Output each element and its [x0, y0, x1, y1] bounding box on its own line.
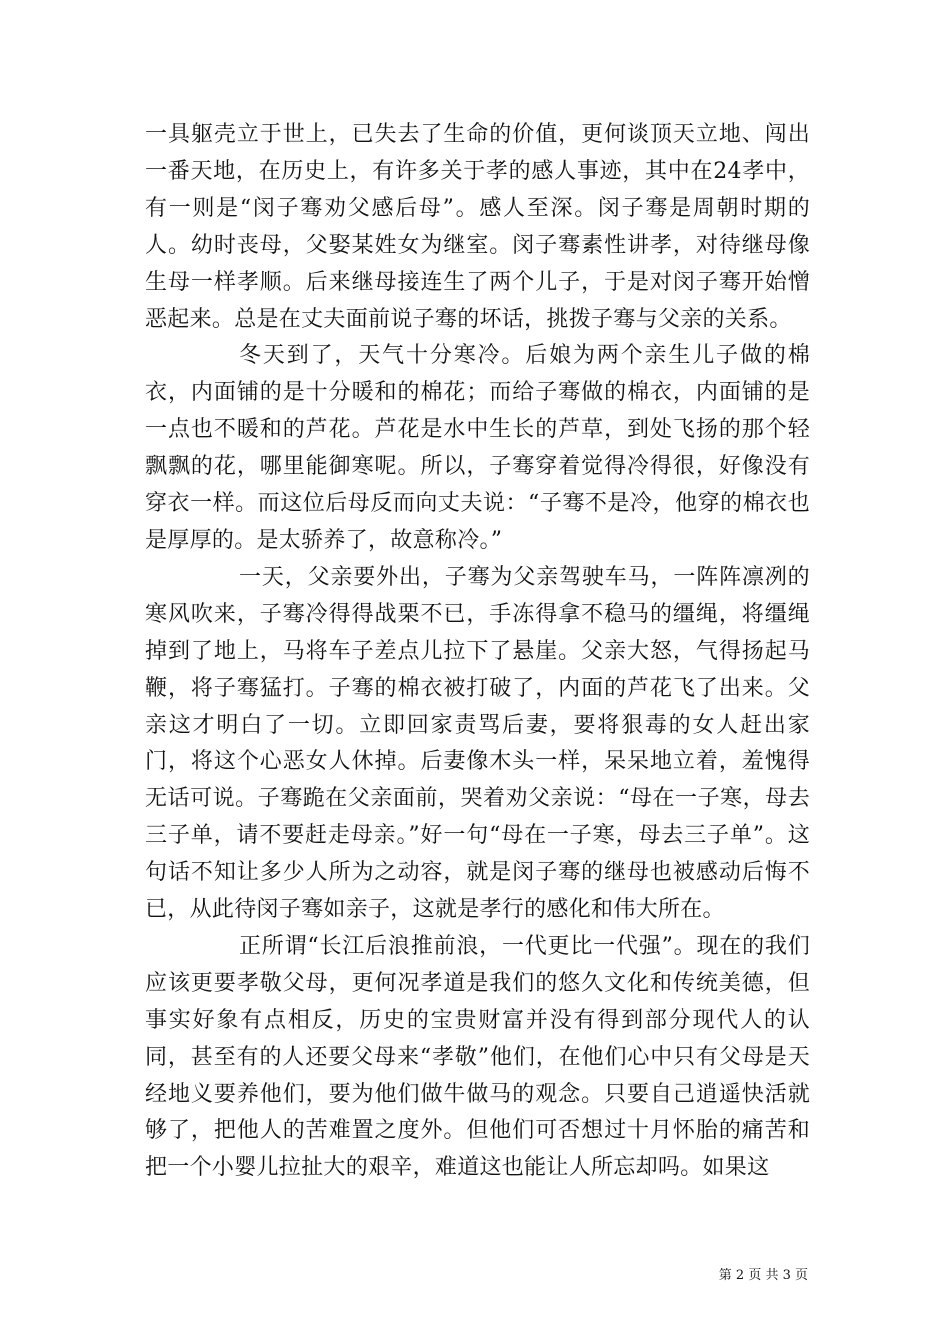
body-text [145, 117, 810, 1187]
paragraph-3: 一天，父亲要外出，子骞为父亲驾驶车马，一阵阵凛冽的寒风吹来，子骞冷得得战栗不已，手冻得拿不稳马的缰绳，将缰绳掉到了地上，马将车子差点儿拉下了悬崖。父亲大怒，气得扬起马鞭，将子骞猛打。子骞的棉衣被打破了，内面的芦花飞了出来。父亲这才明白了一切。立即回家责骂后妻，要将狠毒的女人赶出家门，将这个心恶女人休掉。后妻像木头一样，呆呆地立着，羞愧得无话可说。子骞跪在父亲面前，哭着劝父亲说：“母在一子寒，母去三子单，请不要赶走母亲。”好一句“母在一子寒，母去三子单”。这句话不知让多少人所为之动容，就是闵子骞的继母也被感动后悔不已，从此待闵子骞如亲子，这就是孝行的感化和伟大所在。 [145, 564, 810, 923]
paragraph-4: 正所谓“长江后浪推前浪，一代更比一代强”。现在的我们应该更要孝敬父母，更何况孝道是我们的悠久文化和传统美德，但事实好象有点相反，历史的宝贵财富并没有得到部分现代人的认同，甚至有的人还要父母来“孝敬”他们，在他们心中只有父母是天经地义要养他们，要为他们做牛做马的观念。只要自己逍遥快活就够了，把他人的苦难置之度外。但他们可否想过十月怀胎的痛苦和把一个小婴儿拉扯大的艰辛，难道这也能让人所忘却吗。如果这 [145, 933, 810, 1181]
paragraph-1: 一具躯壳立于世上，已失去了生命的价值，更何谈顶天立地、闯出一番天地，在历史上，有许多关于孝的感人事迹，其中在24孝中，有一则是“闵子骞劝父感后母”。感人至深。闵子骞是周朝时期的人。幼时丧母，父娶某姓女为继室。闵子骞素性讲孝，对待继母像生母一样孝顺。后来继母接连生了两个儿子，于是对闵子骞开始憎恶起来。总是在丈夫面前说子骞的坏话，挑拨子骞与父亲的关系。 [145, 122, 810, 332]
page-number-footer: 第 2 页 共 3 页 [718, 1268, 808, 1283]
paragraph-2: 冬天到了，天气十分寒冷。后娘为两个亲生儿子做的棉衣，内面铺的是十分暖和的棉花；而给子骞做的棉衣，内面铺的是一点也不暖和的芦花。芦花是水中生长的芦草，到处飞扬的那个轻飘飘的花，哪里能御寒呢。所以，子骞穿着觉得冷得很，好像没有穿衣一样。而这位后母反而向丈夫说：“子骞不是冷，他穿的棉衣也是厚厚的。是太骄养了，故意称冷。” [145, 343, 810, 553]
